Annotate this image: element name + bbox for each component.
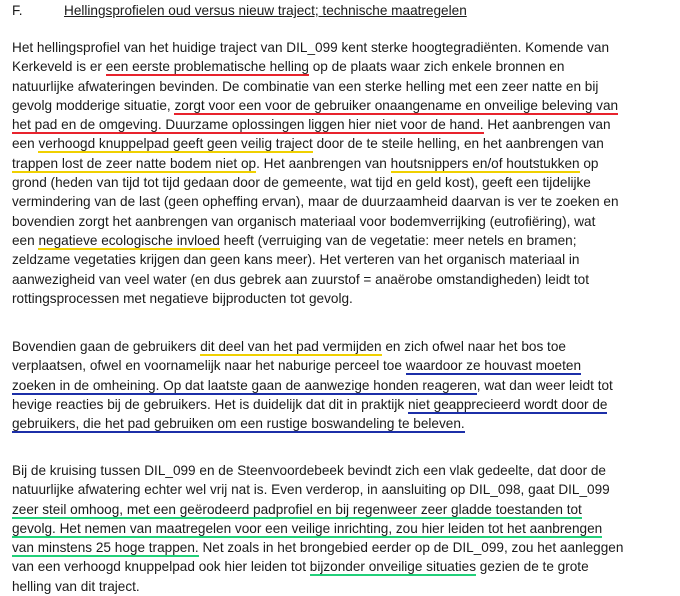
section-title: Hellingsprofielen oud versus nieuw traject; technische maatregelen xyxy=(64,3,467,18)
text-segment: zeldzame vegetaties krijgen dan geen kans meer). Het verteren van het organisch materiaal in xyxy=(12,252,580,268)
text-segment: op xyxy=(579,155,599,171)
text-line xyxy=(12,376,672,395)
text-segment: Het aanbrengen van xyxy=(483,117,611,133)
text-segment: Bij de kruising tussen DIL_099 en de Steenvoordebeek bevindt zich een vlak gedeelte, dat door de xyxy=(12,463,606,478)
text-line xyxy=(12,461,672,480)
underlined-phrase: van minstens 25 hoge trappen. xyxy=(12,540,199,556)
underlined-phrase: negatieve ecologische invloed xyxy=(38,232,220,248)
text-line xyxy=(12,212,672,231)
text-line xyxy=(12,134,672,153)
text-line xyxy=(12,57,672,76)
text-segment: helling van dit traject. xyxy=(12,578,140,594)
text-line xyxy=(12,538,672,557)
text-line xyxy=(12,192,672,211)
text-line xyxy=(12,500,672,519)
text-line xyxy=(12,250,672,269)
text-line xyxy=(12,96,672,115)
text-segment: Bovendien gaan de gebruikers xyxy=(12,339,201,354)
text-segment: rottingsprocessen met negatieve bijproducten tot gevolg. xyxy=(12,290,353,306)
text-segment: Kerkeveld is er xyxy=(12,59,106,75)
text-segment: gezien de te grote xyxy=(476,559,589,575)
underlined-phrase: zorgt voor een voor de gebruiker onaangename en onveilige beleving van xyxy=(174,97,619,113)
section-heading xyxy=(12,2,672,20)
text-segment: . Het aanbrengen van xyxy=(256,155,391,171)
underlined-phrase: dit deel van het pad vermijden xyxy=(200,339,382,354)
text-line xyxy=(12,356,672,375)
underlined-phrase: houtsnippers en/of houtstukken xyxy=(390,155,580,171)
paragraph-3 xyxy=(12,461,672,596)
text-line xyxy=(12,38,672,57)
text-line xyxy=(12,519,672,538)
text-segment: door de te steile helling, en het aanbrengen van xyxy=(312,136,604,152)
text-line xyxy=(12,480,672,499)
underlined-phrase: zoeken in de omheining. Op dat laatste gaan de aanwezige honden reageren xyxy=(12,377,477,393)
underlined-phrase: waardoor ze houvast moeten xyxy=(405,358,582,374)
text-segment: Net zoals in het brongebied eerder op de DIL_099, zou het aanleggen xyxy=(198,540,624,556)
section-number: F. xyxy=(12,3,23,18)
underlined-phrase: het pad en de omgeving. Duurzame oplossingen liggen hier niet voor de hand. xyxy=(12,117,484,133)
text-segment: hevige reacties bij de gebruikers. Het is duidelijk dat dit in praktijk xyxy=(12,396,408,412)
underlined-phrase: gebruikers, die het pad gebruiken om een rustige boswandeling te beleven. xyxy=(12,416,465,432)
paragraph-2 xyxy=(12,337,672,433)
underlined-phrase: een eerste problematische helling xyxy=(105,59,309,75)
text-segment: heeft (verruiging van de vegetatie: meer netels en bramen; xyxy=(219,232,577,248)
text-segment: en zich ofwel naar het bos toe xyxy=(381,339,566,354)
text-segment: een xyxy=(12,232,39,248)
text-segment: aanwezigheid van veel water (en dus gebrek aan zuurstof = anaërobe omstandigheden) leidt tot xyxy=(12,271,589,287)
text-segment: Het hellingsprofiel van het huidige traject van DIL_099 kent sterke hoogtegradiënten. Komende van xyxy=(12,40,610,55)
underlined-phrase: zeer steil omhoog, met een geërodeerd padprofiel en bij regenweer zeer gladde toestanden tot xyxy=(12,501,582,517)
text-line xyxy=(12,557,672,576)
text-line xyxy=(12,115,672,134)
text-segment: natuurlijke afwateringen bevinden. De combinatie van een sterke helling met een zeer natte en bij xyxy=(12,78,599,94)
text-segment: vermindering van de last (geen opheffing ervan), maar de duurzaamheid daarvan is ver te zoeken en xyxy=(12,194,619,210)
text-segment: , wat dan weer leidt tot xyxy=(476,377,613,393)
text-segment: op de plaats waar zich enkele bronnen en xyxy=(308,59,565,75)
paragraph-1 xyxy=(12,38,672,308)
text-segment: verplaatsen, ofwel en voornamelijk naar het naburige perceel toe xyxy=(12,358,406,374)
text-segment: grond (heden van tijd tot tijd gedaan door de gemeente, wat tijd en geld kost), geeft een tijdelijke xyxy=(12,175,591,191)
text-segment: gevolg modderige situatie, xyxy=(12,97,175,113)
text-segment: bovendien zorgt het aanbrengen van organisch materiaal voor bodemverrijking (eutrofiëring), wat xyxy=(12,213,596,229)
underlined-phrase: verhoogd knuppelpad geeft geen veilig traject xyxy=(38,136,313,152)
text-line xyxy=(12,173,672,192)
underlined-phrase: bijzonder onveilige situaties xyxy=(309,559,477,575)
underlined-phrase: niet geapprecieerd wordt door de xyxy=(407,396,608,412)
text-line xyxy=(12,154,672,173)
text-line xyxy=(12,289,672,308)
text-line xyxy=(12,77,672,96)
text-line xyxy=(12,414,672,433)
text-line xyxy=(12,395,672,414)
text-line xyxy=(12,270,672,289)
text-line xyxy=(12,231,672,250)
text-segment: natuurlijke afwatering echter wel vrij nat is. Even verderop, in aansluiting op DIL_098, gaat DIL_099 xyxy=(12,482,610,498)
text-segment: van een verhoogd knuppelpad ook hier leiden tot xyxy=(12,559,310,575)
text-segment: een xyxy=(12,136,39,152)
underlined-phrase: gevolg. Het nemen van maatregelen voor een veilige inrichting, zou hier leiden tot het aanbrengen xyxy=(12,520,603,536)
text-line xyxy=(12,577,672,596)
underlined-phrase: trappen lost de zeer natte bodem niet op xyxy=(12,155,257,171)
text-line xyxy=(12,337,672,356)
